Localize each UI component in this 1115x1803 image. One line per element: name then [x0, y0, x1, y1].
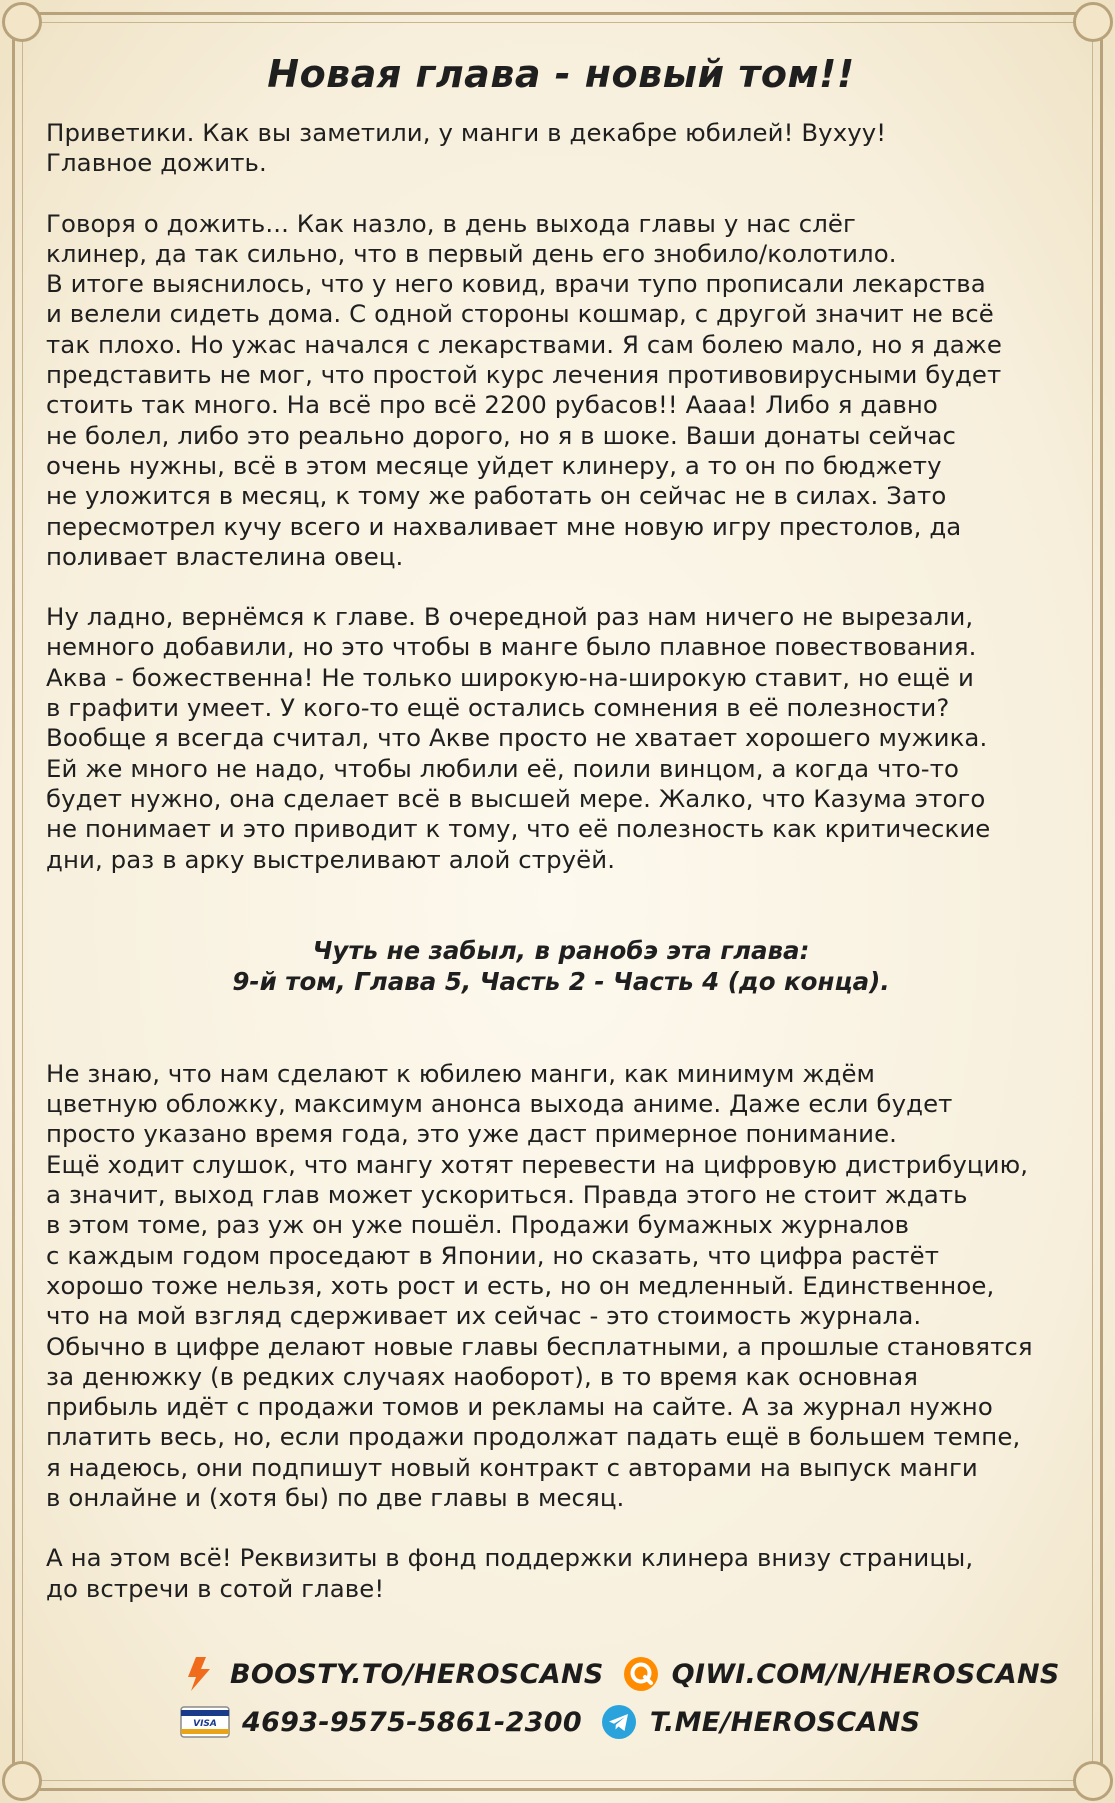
- text-line: а значит, выход глав может ускориться. Правда этого не стоит ждать: [46, 1180, 968, 1210]
- text-line: представить не мог, что простой курс лечения противовирусными будет: [46, 360, 1002, 390]
- text-line: не понимает и это приводит к тому, что её полезность как критические: [46, 814, 991, 844]
- telegram-link[interactable]: [600, 1703, 920, 1741]
- text-line: прибыль идёт с продажи томов и рекламы на сайте. А за журнал нужно: [46, 1392, 993, 1422]
- card-number-text: 4693-9575-5861-2300: [242, 1706, 582, 1738]
- text-line: в онлайне и (хотя бы) по две главы в месяц.: [46, 1482, 625, 1512]
- text-line: поливает властелина овец.: [46, 541, 404, 571]
- text-line: пересмотрел кучу всего и нахваливает мне новую игру престолов, да: [46, 511, 962, 541]
- text-line: Приветики. Как вы заметили, у манги в декабре юбилей! Вухуу!: [46, 118, 887, 147]
- text-line: в графити умеет. У кого-то ещё остались сомнения в её полезности?: [46, 693, 950, 723]
- frame-corner-ornament: [2, 1761, 42, 1801]
- text-line: стоить так много. На всё про всё 2200 рубасов!! Аааа! Либо я давно: [46, 390, 938, 420]
- ranobe-note: [46, 935, 1076, 997]
- text-line: в этом томе, раз уж он уже пошёл. Продажи бумажных журналов: [46, 1210, 910, 1240]
- text-line: цветную обложку, максимум анонса выхода аниме. Даже если будет: [46, 1089, 953, 1119]
- text-line: с каждым годом проседают в Японии, но сказать, что цифра растёт: [46, 1240, 939, 1270]
- boosty-link[interactable]: [180, 1655, 604, 1693]
- text-line: не болел, либо это реально дорого, но я в шоке. Ваши донаты сейчас: [46, 420, 957, 450]
- paragraph-greeting: [46, 118, 1076, 179]
- text-line: Не знаю, что нам сделают к юбилею манги, как минимум ждём: [46, 1058, 876, 1088]
- note-line: Чуть не забыл, в ранобэ эта глава:: [312, 935, 810, 965]
- text-line: просто указано время года, это уже даст примерное понимание.: [46, 1119, 898, 1149]
- content: [46, 52, 1076, 1604]
- link-row: [180, 1650, 1060, 1698]
- text-line: очень нужны, всё в этом месяце уйдет клинеру, а то он по бюджету: [46, 450, 942, 480]
- page-title: Новая глава - новый том!!: [267, 52, 855, 96]
- link-row: [180, 1698, 960, 1746]
- paragraph-anniversary: [46, 1059, 1076, 1513]
- text-line: я надеюсь, они подпишут новый контракт с авторами на выпуск манги: [46, 1452, 978, 1482]
- text-line: не уложится в месяц, к тому же работать он сейчас не в силах. Зато: [46, 481, 947, 511]
- text-line: Главное дожить.: [46, 148, 267, 178]
- frame-corner-ornament: [2, 2, 42, 42]
- text-line: за денюжку (в редких случаях наоборот), в то время как основная: [46, 1361, 919, 1391]
- text-line: будет нужно, она сделает всё в высшей мере. Жалко, что Казума этого: [46, 783, 986, 813]
- text-line: Обычно в цифре делают новые главы бесплатными, а прошлые становятся: [46, 1331, 1033, 1361]
- text-line: В итоге выяснилось, что у него ковид, врачи тупо прописали лекарства: [46, 269, 986, 299]
- text-line: Вообще я всегда считал, что Акве просто не хватает хорошего мужика.: [46, 723, 988, 753]
- telegram-link-text: T.ME/HEROSCANS: [649, 1706, 921, 1738]
- text-line: так плохо. Но ужас начался с лекарствами. Я сам болею мало, но я даже: [46, 329, 1002, 359]
- frame-corner-ornament: [1073, 1761, 1113, 1801]
- telegram-icon: [600, 1703, 638, 1741]
- text-line: дни, раз в арку выстреливают алой струёй.: [46, 844, 616, 874]
- card-number: [180, 1703, 582, 1741]
- text-line: А на этом всё! Реквизиты в фонд поддержки клинера внизу страницы,: [46, 1543, 974, 1573]
- text-line: немного добавили, но это чтобы в манге было плавное повествования.: [46, 632, 977, 662]
- paragraph-closing: [46, 1543, 1076, 1604]
- qiwi-icon: [622, 1655, 660, 1693]
- boosty-link-text: BOOSTY.TO/HEROSCANS: [230, 1658, 604, 1690]
- paragraph-chapter-review: [46, 602, 1076, 875]
- boosty-icon: [180, 1655, 218, 1693]
- frame-corner-ornament: [1073, 2, 1113, 42]
- text-line: хорошо тоже нельзя, хоть рост и есть, но он медленный. Единственное,: [46, 1270, 995, 1300]
- text-line: Говоря о дожить... Как назло, в день выхода главы у нас слёг: [46, 208, 856, 238]
- paragraph-cleaner-illness: [46, 209, 1076, 573]
- text-line: Ну ладно, вернёмся к главе. В очередной раз нам ничего не вырезали,: [46, 602, 974, 632]
- text-line: Ей же много не надо, чтобы любили её, поили винцом, а когда что-то: [46, 753, 960, 783]
- text-line: что на мой взгляд сдерживает их сейчас - это стоимость журнала.: [46, 1301, 922, 1331]
- qiwi-link[interactable]: [622, 1655, 1060, 1693]
- text-line: платить весь, но, если продажи продолжат падать ещё в большем темпе,: [46, 1422, 1021, 1452]
- text-line: и велели сидеть дома. С одной стороны кошмар, с другой значит не всё: [46, 299, 994, 329]
- note-line: 9-й том, Глава 5, Часть 2 - Часть 4 (до конца).: [232, 966, 890, 996]
- text-line: Аква - божественна! Не только широкую-на-широкую ставит, но ещё и: [46, 662, 974, 692]
- text-line: Ещё ходит слушок, что мангу хотят перевести на цифровую дистрибуцию,: [46, 1149, 1029, 1179]
- donation-links: [180, 1650, 1060, 1746]
- visa-card-icon: [180, 1703, 230, 1741]
- visa-label: VISA: [193, 1719, 217, 1729]
- text-line: клинер, да так сильно, что в первый день его знобило/колотило.: [46, 238, 897, 268]
- text-line: до встречи в сотой главе!: [46, 1573, 385, 1603]
- qiwi-link-text: QIWI.COM/N/HEROSCANS: [671, 1658, 1060, 1690]
